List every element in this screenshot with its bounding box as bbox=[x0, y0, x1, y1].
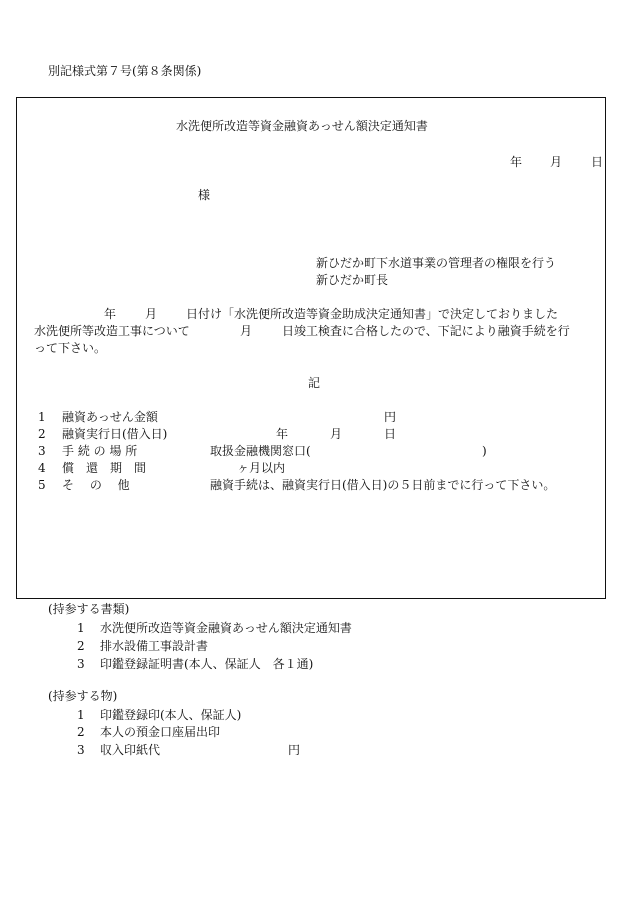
date-year: 年 bbox=[510, 155, 523, 169]
notice-title: 水洗便所改造等資金融資あっせん額決定通知書 bbox=[176, 119, 428, 133]
item-value: 融資手続は、融資実行日(借入日)の５日前までに行って下さい。 bbox=[210, 478, 556, 492]
list-number: 1 bbox=[77, 708, 85, 722]
item-number: 4 bbox=[38, 461, 46, 475]
item-label: 融資あっせん金額 bbox=[62, 410, 158, 424]
item-number: 3 bbox=[38, 444, 46, 458]
form-label: 別記様式第７号(第８条関係) bbox=[48, 64, 202, 78]
yen-mark: 円 bbox=[288, 743, 301, 757]
body-month: 月 bbox=[145, 307, 158, 321]
list-number: 2 bbox=[77, 725, 85, 739]
date-month: 月 bbox=[550, 155, 563, 169]
item-number: 2 bbox=[38, 427, 46, 441]
body-line2-month: 月 bbox=[240, 324, 253, 338]
item-number: 5 bbox=[38, 478, 46, 492]
date-day: 日 bbox=[591, 155, 604, 169]
list-item: 印鑑登録証明書(本人、保証人 各１通) bbox=[100, 657, 314, 671]
item-month: 月 bbox=[330, 427, 343, 441]
documents-heading: (持参する書類) bbox=[48, 602, 130, 616]
body-line3: って下さい。 bbox=[34, 341, 107, 355]
item-close-paren: ) bbox=[482, 444, 487, 458]
item-value: 取扱金融機関窓口( bbox=[210, 444, 311, 458]
list-item: 排水設備工事設計書 bbox=[100, 639, 209, 653]
issuer-line2: 新ひだか町長 bbox=[316, 273, 389, 287]
body-year: 年 bbox=[104, 307, 117, 321]
list-number: 3 bbox=[77, 657, 85, 671]
recipient-suffix: 様 bbox=[198, 188, 211, 202]
item-label: そ の 他 bbox=[62, 478, 130, 492]
list-item: 水洗便所改造等資金融資あっせん額決定通知書 bbox=[100, 621, 352, 635]
item-value: 円 bbox=[384, 410, 397, 424]
list-number: 1 bbox=[77, 621, 85, 635]
list-item: 本人の預金口座届出印 bbox=[100, 725, 221, 739]
list-number: 3 bbox=[77, 743, 85, 757]
body-dated-text: 日付け「水洗便所改造等資金助成決定通知書」で決定しておりました bbox=[186, 307, 559, 321]
item-label: 償 還 期 間 bbox=[62, 461, 147, 475]
ki-heading: 記 bbox=[308, 376, 321, 390]
issuer-line1: 新ひだか町下水道事業の管理者の権限を行う bbox=[316, 256, 557, 270]
list-number: 2 bbox=[77, 639, 85, 653]
item-label: 融資実行日(借入日) bbox=[62, 427, 168, 441]
body-line2-start: 水洗便所等改造工事について bbox=[34, 324, 190, 338]
list-item: 収入印紙代 bbox=[100, 743, 161, 757]
item-label: 手 続 の 場 所 bbox=[62, 444, 138, 458]
item-year: 年 bbox=[276, 427, 289, 441]
item-number: 1 bbox=[38, 410, 46, 424]
item-day: 日 bbox=[384, 427, 397, 441]
list-item: 印鑑登録印(本人、保証人) bbox=[100, 708, 242, 722]
things-heading: (持参する物) bbox=[48, 689, 118, 703]
body-line2-rest: 日竣工検査に合格したので、下記により融資手続を行 bbox=[282, 324, 570, 338]
item-value: ヶ月以内 bbox=[237, 461, 286, 475]
